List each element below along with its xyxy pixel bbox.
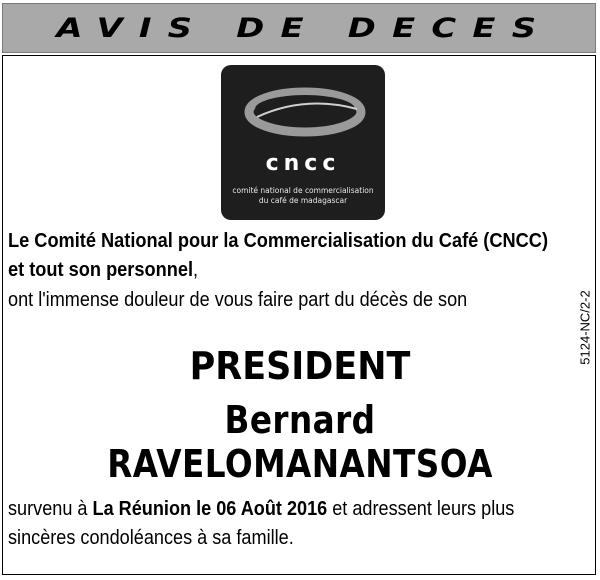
announcement-ending-line2: sincères condoléances à sa famille. (8, 527, 294, 549)
deceased-role: PRESIDENT (189, 344, 411, 388)
notice-title: AVIS DE DECES (56, 12, 552, 44)
logo-wordmark: cncc (265, 151, 341, 176)
announcement-intro: ont l'immense douleur de vous faire part du décès de son (8, 289, 468, 311)
deceased-name: Bernard RAVELOMANANTSOA (107, 398, 493, 486)
logo-subtitle-line2: du café de madagascar (258, 196, 348, 205)
logo-subtitle-line1: comité national de commercialisation (232, 186, 374, 195)
place-and-date: La Réunion le 06 Août 2016 (92, 498, 328, 520)
cncc-logo (221, 65, 385, 220)
announcement-ending-line1 (8, 498, 514, 521)
notice-header (2, 3, 596, 53)
ending-prefix: survenu à (8, 498, 93, 520)
reference-code: 5124-NC/2-2 (577, 290, 593, 365)
organization-comma: , (193, 259, 199, 281)
organization-staff: et tout son personnel (8, 259, 194, 281)
organization-line1: Le Comité National pour la Commercialisation du Café (CNCC) (8, 230, 549, 252)
organization-line2 (8, 259, 198, 282)
ending-suffix: et adressent leurs plus (327, 498, 515, 520)
